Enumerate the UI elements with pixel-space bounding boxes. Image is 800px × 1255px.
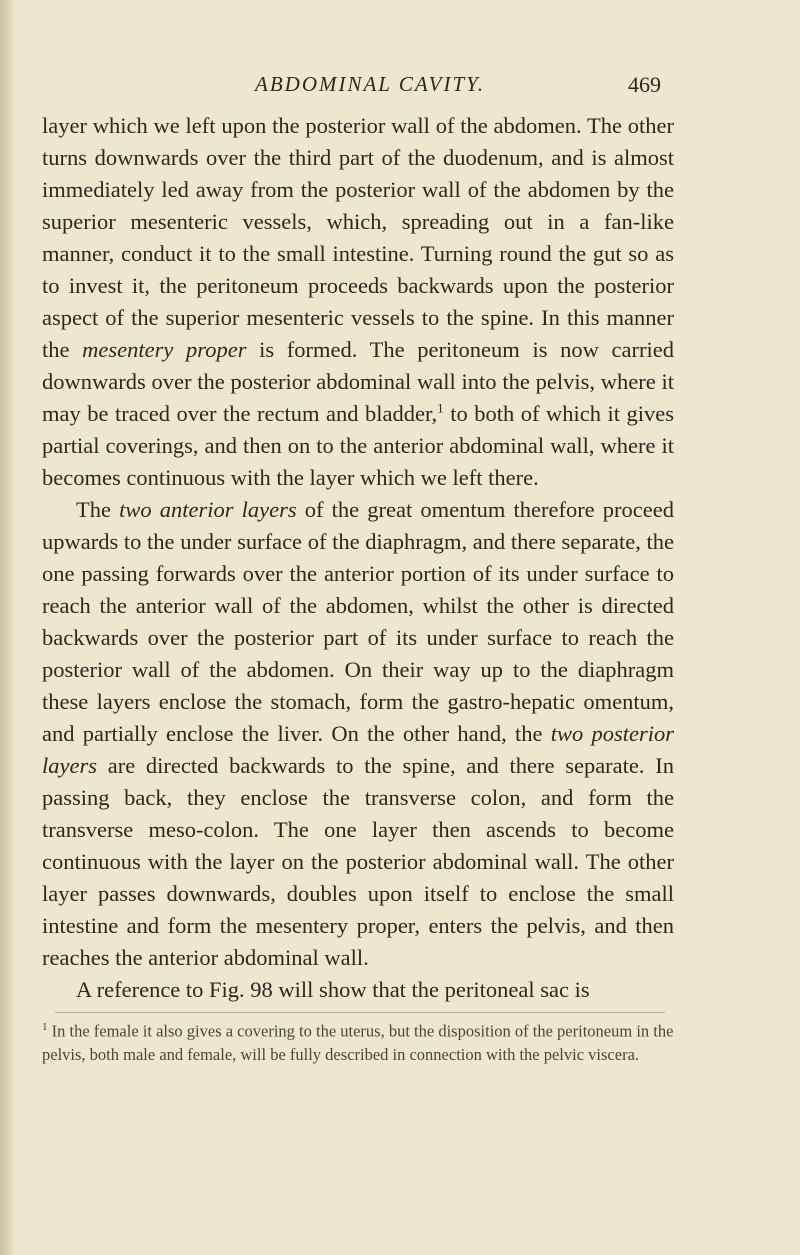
- paragraph: [42, 110, 674, 494]
- text-run: is formed. The peritoneum is now carried downwards over the posterior abdominal wall into the pelvis, where it may be traced over the rectum and bladder,: [42, 337, 674, 426]
- footnote-reference: 1: [437, 400, 444, 416]
- footnote-text: In the female it also gives a covering to the uterus, but the disposition of the peritoneum in the pelvis, both male and female, will be fully described in connection with the pelvic viscera.: [42, 1021, 674, 1064]
- footnote-divider: [55, 1012, 665, 1013]
- running-title: ABDOMINAL CAVITY.: [255, 72, 486, 96]
- italic-phrase: two anterior layers: [119, 497, 297, 522]
- text-run: layer which we left upon the posterior wall of the abdomen. The other turns downwards over the third part of the duodenum, and is almost immediately led away from the posterior wall of the abdomen by the superior mesenteric vessels, which, spreading out in a fan-like manner, conduct it to the small intestine. Turning round the gut so as to invest it, the peritoneum proceeds backwards upon the posterior aspect of the superior mesenteric vessels to the spine. In this manner the: [42, 113, 674, 362]
- italic-phrase: two posterior layers: [42, 721, 674, 778]
- text-run: are directed backwards to the spine, and there separate. In passing back, they enclose the transverse colon, and form the transverse meso-colon. The one layer then ascends to become continuous with the layer on the posterior abdominal wall. The other layer passes downwards, doubles upon itself to enclose the small intestine and form the mesentery proper, enters the pelvis, and then reaches the anterior abdominal wall.: [42, 753, 674, 970]
- text-run: of the great omentum therefore proceed upwards to the under surface of the diaphragm, and there separate, the one passing forwards over the anterior portion of its under surface to reach the anterior wall of the abdomen, whilst the other is directed backwards over the posterior part of its under surface to reach the posterior wall of the abdomen. On their way up to the diaphragm these layers enclose the stomach, form the gastro-hepatic omentum, and partially enclose the liver. On the other hand, the: [42, 497, 675, 746]
- text-run: to both of which it gives partial coverings, and then on to the anterior abdominal wall, where it becomes continuous with the layer which we left there.: [42, 401, 675, 490]
- paragraph: [42, 974, 674, 1006]
- paragraph: [42, 494, 674, 974]
- body-text: [42, 110, 674, 1006]
- running-head: [0, 72, 800, 102]
- text-run: The: [76, 497, 120, 522]
- footnote: [42, 1016, 674, 1066]
- text-run: A reference to Fig. 98 will show that the peritoneal sac is: [76, 977, 590, 1002]
- page-gutter-shadow: [0, 0, 16, 1255]
- page-number: 469: [628, 72, 661, 97]
- footnote-number: 1: [42, 1021, 48, 1033]
- italic-phrase: mesentery proper: [82, 337, 247, 362]
